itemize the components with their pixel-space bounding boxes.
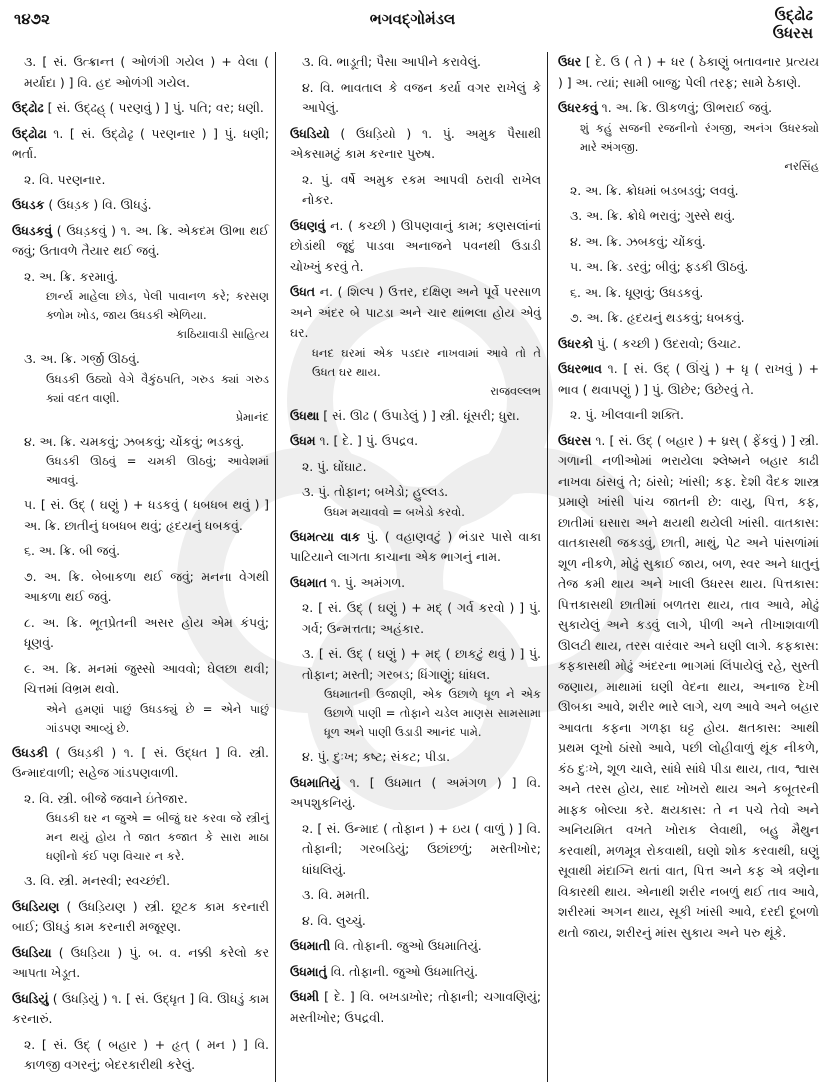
entry-sense bbox=[558, 232, 819, 253]
guide-words bbox=[773, 6, 813, 42]
entry-line bbox=[24, 170, 269, 191]
definition-text: ૩. અ. ક્રિ. ગર્જી ઊઠવું. bbox=[24, 351, 140, 366]
entry-line bbox=[570, 405, 819, 426]
quote-text: ધનદ ઘરમાં એક પડદાર નાખવામાં આવે તો તે ઉધત ઘર થાય. bbox=[312, 345, 541, 379]
entry-line bbox=[302, 78, 541, 119]
page-header bbox=[0, 0, 825, 50]
definition-text: ( ઉધડ઼િયું ) ૧. [ સં. ઉદ્ધૃત ] વિ. ઊધડું કામ કરનારું. bbox=[12, 990, 269, 1026]
dictionary-entry bbox=[558, 52, 819, 93]
entry-line bbox=[570, 181, 819, 202]
definition-text: ન. ( કચ્છી ) ઊપણવાનું કામ; કણસલાંનાં છોડાંથી જૂદું પાડવા અનાજને પવનથી ઉડાડી ચોખ્ખું કરવું તે. bbox=[290, 217, 541, 274]
quote-text: શું કહું સજની રજનીનો રંગજી, અનંગ ઉધરક્યો મારે અંગજી. bbox=[580, 120, 819, 154]
entry-line bbox=[302, 457, 541, 478]
definition-text: ૨. વિ. પરણનાર. bbox=[24, 171, 106, 187]
entry-sense bbox=[558, 405, 819, 426]
entry-line bbox=[558, 98, 819, 119]
dictionary-entry bbox=[12, 989, 269, 1030]
definition-text: ૨. [ સં. ઉદ્ ( ઘણું ) + મદ્ ( ગર્વ કરવો ) ] પું. ગર્વ; ઉન્મત્તતા; અહંકાર. bbox=[302, 600, 541, 636]
entry-line bbox=[12, 195, 269, 216]
headword: ઉધમ bbox=[290, 433, 316, 448]
definition-text: ( ઉધડ઼કવું ) ૧. અ. ક્રિ. એકદમ ઊભા થઈ જવું; ઉતાવળે તૈયાર થઈ જવું. bbox=[12, 222, 269, 258]
entry-line bbox=[24, 871, 269, 892]
usage-quote bbox=[24, 809, 269, 866]
entry-line bbox=[558, 431, 819, 944]
entry-sense bbox=[12, 567, 269, 608]
entry-sense bbox=[290, 644, 541, 742]
entry-sense bbox=[12, 613, 269, 654]
dictionary-entry bbox=[290, 936, 541, 957]
dictionary-entry bbox=[12, 743, 269, 784]
entry-line bbox=[12, 989, 269, 1030]
headword: ઉધરકો bbox=[558, 335, 594, 351]
entry-sense bbox=[558, 283, 819, 304]
quote-attribution: કાઠિયાવાડી સાહિત્ય bbox=[176, 327, 269, 341]
definition-text: ૩. વિ. ભાડૂતી; પૈસા આપીને કરાવેલું. bbox=[302, 54, 481, 69]
definition-text: ૨. [ સં. ઉન્માદ ( તોફાન ) + ઇય ( વાળું ) ] વિ. તોફાની; ગરબડિયું; ઉછાંછળું; મસ્તીખોર; ધાંધલિયું. bbox=[302, 820, 541, 877]
entry-line bbox=[302, 911, 541, 932]
headword: ઉધરસ bbox=[558, 432, 592, 448]
definition-text: ૧. અ. ક્રિ. ઊકળવું; ઊભરાઈ જવું. bbox=[601, 100, 773, 115]
entry-line bbox=[570, 308, 819, 329]
entry-line bbox=[302, 885, 541, 906]
entry-line bbox=[570, 257, 819, 278]
definition-text: ૨. પું. ખીલવાની શક્તિ. bbox=[570, 407, 684, 422]
definition-text: ૩. [ સં. ઉદ્ ( ઘણું ) + મદ્ ( છાકટું થવું ) ] પું. તોફાન; મસ્તી; ગરબડ; ધિંગાણું; ધાંધલ. bbox=[302, 646, 541, 682]
definition-text: ૪. વિ. લુચ્ચું. bbox=[302, 912, 366, 928]
definition-text: ( ઉધડ઼િયા ) પું. બ. વ. નક્કી કરેલો કર આપતા ખેડૂત. bbox=[12, 944, 269, 980]
quote-text: ઉધડકી ઉઠ્યો વેગે વૈકુંઠપતિ, ગરુડ ક્યાં ગરુડ ક્યાં વદત વાણી. bbox=[46, 371, 269, 405]
usage-quote bbox=[290, 344, 541, 401]
definition-text: ૩. અ. ક્રિ. ક્રોધે ભરાવું; ગુસ્સે થવું. bbox=[570, 208, 736, 223]
entry-sense bbox=[12, 541, 269, 562]
entry-line bbox=[302, 52, 541, 73]
headword: ઉધમાતું bbox=[290, 963, 327, 979]
entry-line bbox=[24, 613, 269, 654]
entry-line bbox=[24, 541, 269, 562]
entry-line bbox=[24, 52, 269, 93]
entry-sense bbox=[12, 170, 269, 191]
entry-line bbox=[290, 573, 541, 594]
entry-sense bbox=[290, 819, 541, 881]
guide-word-last: ઉધરસ bbox=[772, 24, 813, 42]
dictionary-entry bbox=[558, 98, 819, 176]
definition-text: ( ઉધડ઼િયો ) ૧. પું. અમુક પૈસાથી એકસામટું કામ કરનાર પુરુષ. bbox=[290, 125, 541, 161]
definition-text: [ સં. ઉદ્ઢહ્ ( પરણવું ) ] પું. પતિ; વર; ધણી. bbox=[47, 100, 264, 115]
entry-sense bbox=[12, 789, 269, 867]
entry-line bbox=[570, 283, 819, 304]
entry-line bbox=[290, 987, 541, 1028]
quote-text: ઉધમ મચાવવો = બખેડો કરવો. bbox=[324, 504, 465, 519]
headword: ઉદ્ઢોઢા bbox=[12, 125, 47, 141]
entry-line bbox=[290, 431, 541, 452]
definition-text: ૩. વિ. સ્ત્રી. મનસ્વી; સ્વચ્છંદી. bbox=[24, 873, 171, 888]
dictionary-entry bbox=[12, 195, 269, 216]
entry-line bbox=[24, 567, 269, 608]
usage-quote bbox=[302, 503, 541, 522]
headword: ઉધર bbox=[558, 54, 582, 69]
entry-sense bbox=[290, 78, 541, 119]
dictionary-entry bbox=[12, 897, 269, 938]
entry-line bbox=[302, 747, 541, 768]
dictionary-columns bbox=[0, 52, 825, 1082]
definition-text: ૭. અ. ક્રિ. બેબાકળા થઈ જવું; મનના વેગથી આકળા થઈ જવું. bbox=[24, 568, 269, 604]
quote-text: છાર્ન્ય માહેલા છોડ, પેલી પાવાનળ કરે; કરસણ ક્ળોમ ખોડ, જાય ઉધડકી એળિયા. bbox=[46, 289, 269, 322]
dictionary-entry bbox=[558, 431, 819, 944]
headword: ઉધડિયા bbox=[12, 944, 52, 960]
headword: ઉધમાતિયું bbox=[290, 774, 340, 790]
headword: ઉધડિયું bbox=[12, 990, 49, 1006]
entry-sense bbox=[290, 885, 541, 906]
entry-line bbox=[570, 206, 819, 227]
entry-line bbox=[290, 773, 541, 814]
definition-text: ( ઉધડ઼કી ) ૧. [ સં. ઉદ્ધત ] વિ. સ્ત્રી. ઉન્માદવાળી; સહેજ ગાંડપણવાળી. bbox=[12, 744, 269, 780]
quote-text: ઉધમાતની ઉજાણી, એક ઉછાળે ધૂળ ને એક ઉછાળે પાણી = તોફાને ચડેલ માણસ સામસામા ધૂળ અને પાણી ઉડાડી આનંદ પામે. bbox=[324, 687, 541, 739]
definition-text: ૬. અ. ક્રિ. બી જવું. bbox=[24, 543, 121, 558]
definition-text: ૭. અ. ક્રિ. હૃદયનું થડકવું; ધબકવું. bbox=[570, 310, 745, 325]
dictionary-entry bbox=[290, 124, 541, 165]
dictionary-entry bbox=[558, 359, 819, 400]
quote-attribution: નરસિંહ bbox=[784, 158, 819, 173]
entry-line bbox=[24, 267, 269, 288]
entry-sense bbox=[12, 659, 269, 738]
entry-line bbox=[24, 349, 269, 370]
usage-quote bbox=[24, 370, 269, 427]
dictionary-entry bbox=[290, 527, 541, 568]
headword: ઉધમાત bbox=[290, 574, 327, 590]
entry-sense bbox=[558, 181, 819, 202]
headword: ઉધરકવું bbox=[558, 100, 598, 115]
entry-sense bbox=[558, 257, 819, 278]
dictionary-entry bbox=[290, 431, 541, 452]
definition-text: વિ. તોફાની. જુઓ ઉધમાતિયું. bbox=[330, 963, 479, 979]
entry-sense bbox=[12, 432, 269, 491]
entry-line bbox=[12, 743, 269, 784]
dictionary-entry bbox=[12, 98, 269, 119]
definition-text: ૨. પું. ઘોંઘાટ. bbox=[302, 458, 367, 474]
dictionary-entry bbox=[12, 124, 269, 165]
quote-attribution: પ્રેમાનંદ bbox=[235, 409, 269, 424]
column-1 bbox=[0, 52, 276, 1082]
headword: ઉધડિયણ bbox=[12, 898, 60, 914]
definition-text: ૬. અ. ક્રિ. ધૂણવું; ઉધડકવું. bbox=[570, 284, 704, 300]
definition-text: ૪. અ. ક્રિ. ચમકવું; ઝબકવું; ચોંકવું; ભડકવું. bbox=[24, 433, 245, 449]
entry-line bbox=[302, 644, 541, 685]
entry-line bbox=[290, 282, 541, 344]
entry-line bbox=[290, 216, 541, 278]
definition-text: ૮. અ. ક્રિ. ભૂતપ્રેતની અસર હોય એમ કંપવું; ધૂણવું. bbox=[24, 614, 269, 650]
dictionary-entry bbox=[558, 334, 819, 355]
definition-text: ૨. અ. ક્રિ. કરમાવું. bbox=[24, 268, 119, 284]
entry-sense bbox=[558, 308, 819, 329]
entry-line bbox=[302, 482, 541, 503]
headword: ઉધડિયો bbox=[290, 125, 330, 141]
definition-text: ૧. [ સં. ઉદ્ ( બહાર ) + ધ્રસ્ ( ફેંકવું ) ] સ્ત્રી. ગળાની નળીઓમાં ભરાયેલા શ્લેષ્મને બહાર કાઢી નાખવા ઠાંસવું તે; ઠાંસો; ખાંસી; કફ. દેશી વૈદક શાસ્ત્ર પ્રમાણે ખાંસી પાંચ જાતની છે: વાયુ, પિત્ત, કફ, છાતીમાં ઘસારા અને ક્ષયથી થયેલી ખાંસી. વાતકાસ: વાતકાસથી જકડવું, છાતી, માથું, પેટ અને પાંસળાંમાં શૂળ નીકળે, મોઢું સુકાઈ જાય, બળ, સ્વર અને ધાતુનું તેજ કમી થાય અને ખાલી ઉધરસ થાય. પિત્તકાસ: પિત્તકાસથી છાતીમાં બળતરા થાય, તાવ આવે, મોઢું સુકાયેલું અને કડવું લાગે, પીળી અને તીખાશવાળી ઊલટી થાય, તરસ વારંવાર અને ઘણી લાગે. કફકાસ: કફકાસથી મોઢું અંદરના ભાગમાં લિંપાયેલું રહે, સુસ્તી જણાય, માથામાં ઘણી વેદના થાય, અનાજ દેખી ઊબકા આવે, શરીર ભારે લાગે, ચળ આવે અને બહાર આવતા કફના ગળફા ઘટ્ટ હોય. ક્ષતકાસ: આથી પ્રથમ લૂખો ઠાંસો આવે, પછી લોહીવાળું થૂંક નીકળે, કંઠ દુઃખે, શૂળ ચાલે, સાંધે સાંધે પીડા થાય, તાવ, શ્વાસ અને તરસ હોય, સાદ ખોખરો થાય અને કબૂતરની માફક બોલ્યા કરે. ક્ષયકાસ: તે ન પચે તેવો અને અનિયમિત વખતે ખોરાક લેવાથી, બહુ મૈથુન કરવાથી, મળમૂત્ર રોકવાથી, ઘણો શોક કરવાથી, ઘણું સૂવાથી મંદાગ્નિ થતાં વાત, પિત્ત અને કફ એ ત્રણેના વિકારથી થાય. એનાથી શરીર નબળું થઈ તાવ આવે, શરીરમાં અગન થાય, સૂકી ખાંસી આવે, દરદી દૂબળો થતો જાય, શરીરનું માંસ સુકાય અને પરુ થૂંકે. bbox=[558, 432, 819, 940]
definition-text: [ દે. ઉ ( તે ) + ધર ( ઠેકાણું બતાવનાર પ્રત્યય ) ] અ. ત્યાં; સામી બાજુ; પેલી તરફ; સામે ઠેકાણે. bbox=[558, 54, 819, 90]
entry-line bbox=[558, 334, 819, 355]
headword: ઉધડકવું bbox=[12, 222, 53, 238]
entry-line bbox=[302, 819, 541, 881]
dictionary-entry bbox=[290, 987, 541, 1028]
quote-attribution: રાજવલ્લભ bbox=[490, 383, 541, 398]
entry-sense bbox=[12, 495, 269, 536]
usage-quote bbox=[24, 287, 269, 344]
page-title: ભગવદ્ગોમંડલ bbox=[369, 10, 456, 28]
definition-text: ( ઉધડ઼ક ) વિ. ઊધડું. bbox=[48, 197, 152, 212]
entry-sense bbox=[12, 871, 269, 892]
entry-sense bbox=[12, 349, 269, 427]
usage-quote bbox=[24, 700, 269, 738]
quote-text: ઉધડકી ઘર ન જુએ = બીજું ઘર કરવા જે સ્ત્રીનું મન થયું હોય તે જાત કજાત કે સારા માઠા ધણીનો કંઈ પણ વિચાર ન કરે. bbox=[46, 811, 269, 863]
quote-text: ઉધડકી ઊઠવું = ચમકી ઊઠવું; આવેશમાં આવવું. bbox=[46, 454, 269, 487]
guide-word-first: ઉદ્ઢોઢ bbox=[774, 6, 813, 24]
definition-text: વિ. તોફાની. જુઓ ઉધમાતિયું. bbox=[334, 938, 482, 953]
definition-text: ૧. પું. અમંગળ. bbox=[330, 574, 406, 590]
entry-line bbox=[12, 98, 269, 119]
entry-sense bbox=[12, 52, 269, 93]
entry-line bbox=[290, 527, 541, 568]
entry-sense bbox=[290, 457, 541, 478]
entry-line bbox=[12, 221, 269, 262]
definition-text: પું. ( કચ્છી ) ઉદરાવો; ઉચાટ. bbox=[597, 335, 742, 351]
entry-sense bbox=[290, 482, 541, 522]
entry-sense bbox=[290, 598, 541, 639]
entry-line bbox=[290, 124, 541, 165]
definition-text: [ દે. ] વિ. બખડાખોર; તોફાની; ચગાવણિયું; મસ્તીખોર; ઉપદ્રવી. bbox=[290, 989, 541, 1025]
entry-sense bbox=[290, 911, 541, 932]
definition-text: [ સં. ઊઢ ( ઉપાડેલું ) ] સ્ત્રી. ધૂંસરી; ધુરા. bbox=[323, 407, 520, 423]
definition-text: ૨. પું. વર્ષે અમુક રકમ આપવી ઠરાવી રાખેલ નોકર. bbox=[302, 171, 541, 207]
entry-line bbox=[12, 897, 269, 938]
headword: ઉધમાતી bbox=[290, 938, 331, 953]
headword: ઉધમત્યા વાક bbox=[290, 528, 361, 544]
usage-quote bbox=[302, 685, 541, 742]
entry-line bbox=[12, 124, 269, 165]
definition-text: ૪. પું. દુઃખ; કષ્ટ; સંકટ; પીડા. bbox=[302, 749, 451, 764]
definition-text: ૨. વિ. સ્ત્રી. બીજે જવાને ઇંતેજાર. bbox=[24, 790, 188, 806]
entry-line bbox=[290, 406, 541, 427]
dictionary-entry bbox=[290, 406, 541, 427]
dictionary-entry bbox=[290, 573, 541, 594]
definition-text: ૯. અ. ક્રિ. મનમાં જુસ્સો આવવો; ઘેલછા થવી; ચિત્તમાં વિભ્રમ થવો. bbox=[24, 660, 269, 696]
definition-text: ૫. અ. ક્રિ. ડરવું; બીવું; ફડકી ઊઠવું. bbox=[570, 259, 749, 274]
entry-line bbox=[290, 962, 541, 983]
dictionary-entry bbox=[290, 282, 541, 401]
headword: ઉદ્ઢોઢ bbox=[12, 100, 44, 115]
dictionary-entry bbox=[290, 773, 541, 814]
entry-line bbox=[558, 52, 819, 93]
entry-sense bbox=[290, 52, 541, 73]
entry-line bbox=[570, 232, 819, 253]
definition-text: ૪. અ. ક્રિ. ઝબકવું; ચોંકવું. bbox=[570, 233, 706, 249]
headword: ઉધત bbox=[290, 284, 316, 299]
dictionary-entry bbox=[290, 962, 541, 983]
entry-line bbox=[24, 659, 269, 700]
entry-line bbox=[290, 936, 541, 957]
entry-line bbox=[24, 1035, 269, 1076]
definition-text: ( ઉધડ઼િયણ ) સ્ત્રી. છૂટક કામ કરનારી બાઈ; ઊધડું કામ કરનારી મજૂરણ. bbox=[12, 898, 269, 934]
definition-text: ૨. અ. ક્રિ. ક્રોધમાં બડબડવું; લવવું. bbox=[570, 182, 739, 198]
headword: ઉધડકી bbox=[12, 744, 48, 760]
page-number: ૧૪૭૨ bbox=[14, 10, 50, 28]
entry-line bbox=[302, 170, 541, 211]
definition-text: ૩. [ સં. ઉત્ક્રાન્ત ( ઓળંગી ગયેલ ) + વેલા ( મર્યાદા ) ] વિ. હદ ઓળંગી ગયેલ. bbox=[24, 54, 269, 90]
entry-sense bbox=[558, 206, 819, 227]
headword: ઉધથા bbox=[290, 407, 320, 423]
entry-line bbox=[302, 598, 541, 639]
definition-text: ૩. પું. તોફાન; બખેડો; હુલ્લડ. bbox=[302, 484, 449, 499]
entry-line bbox=[12, 943, 269, 984]
entry-line bbox=[558, 359, 819, 400]
headword: ઉધરભાવ bbox=[558, 361, 602, 376]
entry-sense bbox=[12, 1035, 269, 1076]
usage-quote bbox=[558, 119, 819, 176]
quote-text: એને હમણાં પાછું ઉધડક્યું છે = એને પાછું ગાંડપણ આવ્યું છે. bbox=[46, 701, 269, 735]
entry-line bbox=[24, 432, 269, 453]
entry-sense bbox=[12, 267, 269, 345]
dictionary-entry bbox=[12, 221, 269, 262]
entry-line bbox=[24, 495, 269, 536]
headword: ઉધડક bbox=[12, 197, 45, 212]
usage-quote bbox=[24, 452, 269, 490]
entry-sense bbox=[290, 170, 541, 211]
definition-text: ૨. [ સં. ઉદ્ ( બહાર ) + હૃત્ ( મન ) ] વિ. કાળજી વગરનું; બેદરકારીથી કરેલું. bbox=[24, 1036, 269, 1072]
definition-text: ૧. [ દે. ] પું. ઉપદ્રવ. bbox=[319, 433, 419, 448]
column-2 bbox=[276, 52, 548, 1082]
definition-text: પું. ( વહાણવટું ) ભંડાર પાસે વાકા પાટિયાને લાગતા કાચાના એક ભાગનું નામ. bbox=[290, 528, 542, 564]
headword: ઉધણવું bbox=[290, 217, 326, 233]
definition-text: ૧. [ સં. ઉદ્ ( ઊંચું ) + ધૃ ( રાખવું ) + ભાવ ( થવાપણું ) ] પું. ઊછેર; ઉછેરવું તે. bbox=[558, 361, 819, 397]
entry-line bbox=[24, 789, 269, 810]
dictionary-entry bbox=[290, 216, 541, 278]
definition-text: ૧. [ ઉધમાત ( અમંગળ ) ] વિ. અપશુકનિયું. bbox=[290, 774, 541, 810]
headword: ઉધમી bbox=[290, 989, 320, 1004]
column-3 bbox=[548, 52, 825, 1082]
definition-text: ૧. [ સં. ઉદ્ઢોઢૃ ( પરણનાર ) ] પું. ધણી; ભર્તા. bbox=[12, 125, 269, 161]
definition-text: ૫. [ સં. ઉદ્ ( ઘણું ) + ધડકવું ( ધબધબ થવું ) ] અ. ક્રિ. છાતીનું ધબધબ થવું; હૃદયનું ધબકવું. bbox=[24, 497, 269, 533]
entry-sense bbox=[290, 747, 541, 768]
definition-text: ૪. વિ. ભાવતાલ કે વજન કર્યા વગર રાખેલું કે આપેલું. bbox=[302, 79, 541, 115]
definition-text: ન. ( શિલ્પ ) ઉત્તર, દક્ષિણ અને પૂર્વે પરસાળ અને અંદર બે પાટડા અને ચાર થાંભલા હોય એવું ઘર. bbox=[290, 284, 541, 340]
dictionary-entry bbox=[12, 943, 269, 984]
definition-text: ૩. વિ. મમતી. bbox=[302, 887, 370, 902]
